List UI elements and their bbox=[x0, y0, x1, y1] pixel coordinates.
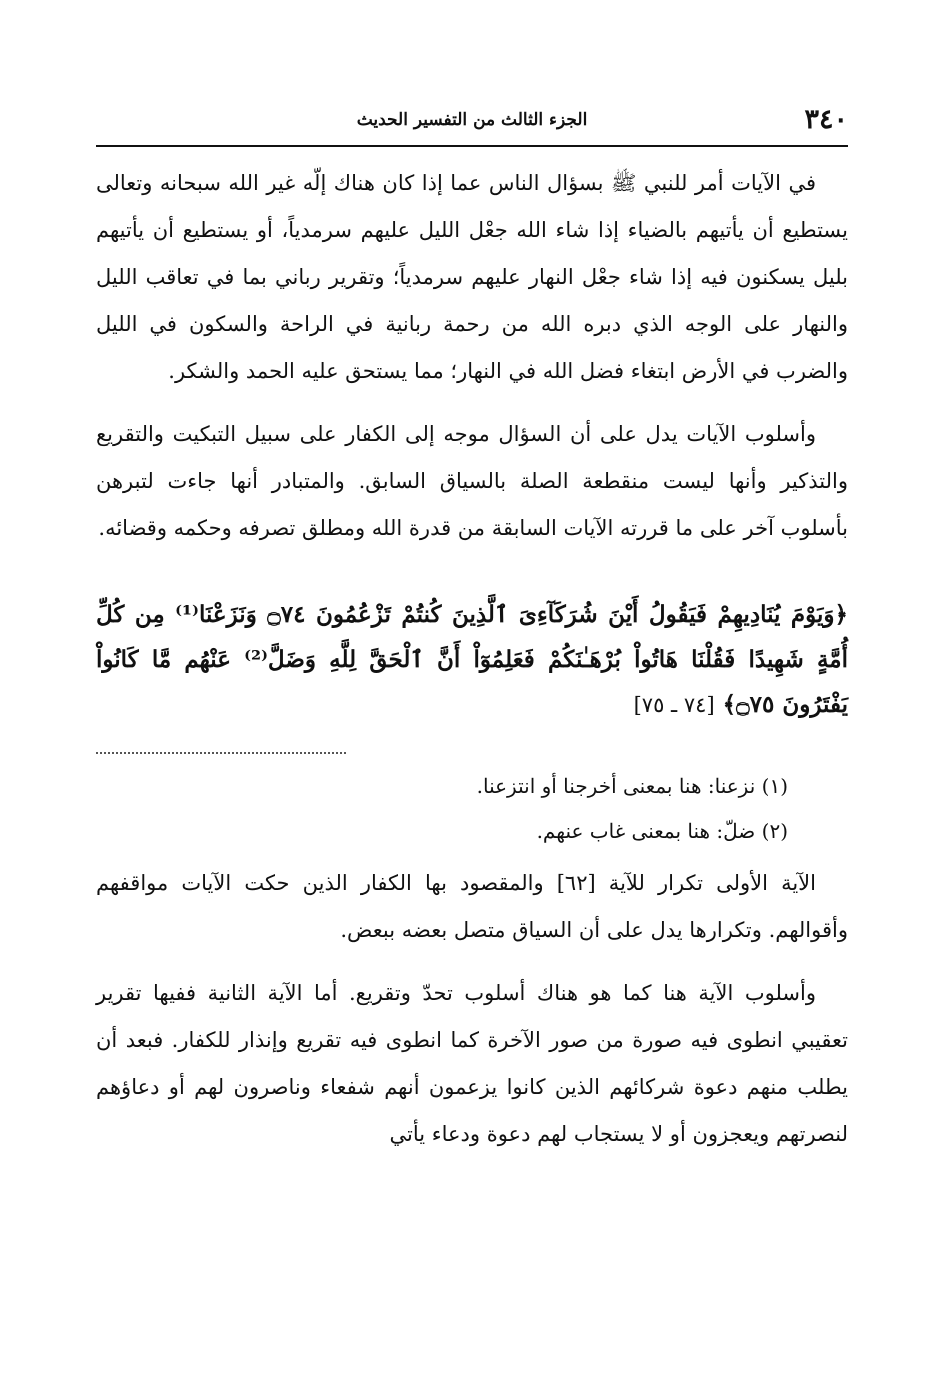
verse-reference: [٧٤ ـ ٧٥] bbox=[633, 693, 715, 717]
footnote-1: (١) نزعنا: هنا بمعنى أخرجنا أو انتزعنا. bbox=[476, 774, 788, 798]
quran-verse-text: ﴿وَيَوْمَ يُنَادِيهِمْ فَيَقُولُ أَيْنَ شُرَكَآءِىَ ٱلَّذِينَ كُنتُمْ تَزْعُمُونَ ۝٧٤ وَنَزَعْنَا⁽¹⁾ مِن كُلِّ أُمَّةٍ شَهِيدًا فَقُلْنَا هَاتُواْ بُرْهَـٰنَكُمْ فَعَلِمُوٓاْ أَنَّ ٱلْحَقَّ لِلَّهِ وَضَلَّ⁽²⁾ عَنْهُم مَّا كَانُواْ يَفْتَرُونَ ۝٧٥﴾ bbox=[96, 601, 849, 718]
main-text bbox=[96, 160, 848, 1158]
spacer bbox=[96, 552, 848, 592]
quran-verse-block bbox=[96, 592, 848, 728]
paragraph-1: في الآيات أمر للنبي ﷺ بسؤال الناس عما إذا كان هناك إلّه غير الله سبحانه وتعالى يستطيع أن يأتيهم بالضياء إذا شاء الله جعْل الليل عليهم سرمدياً، أو يستطيع أن يأتيهم بليل يسكنون فيه إذا شاء جعْل النهار عليهم سرمدياً؛ وتقرير رباني بما في تعاقب الليل والنهار على الوجه الذي دبره الله من رحمة ربانية في الراحة والسكون في الليل والضرب في الأرض ابتغاء فضل الله في النهار؛ مما يستحق عليه الحمد والشكر. bbox=[96, 171, 848, 383]
page-header bbox=[96, 104, 848, 144]
spacer bbox=[96, 954, 848, 970]
paragraph-2: وأسلوب الآيات يدل على أن السؤال موجه إلى الكفار على سبيل التبكيت والتقريع والتذكير وأنها ليست منقطعة الصلة بالسياق السابق. والمتبادر أنها جاءت لتبرهن بأسلوب آخر على ما قررته الآيات السابقة من قدرة الله ومطلق تصرفه وحكمه وقضائه. bbox=[96, 422, 848, 540]
footnote-separator bbox=[96, 752, 346, 754]
running-title: الجزء الثالث من التفسير الحديث bbox=[356, 110, 588, 130]
page-number: ٣٤٠ bbox=[804, 104, 848, 135]
spacer bbox=[96, 395, 848, 411]
paragraph-3: الآية الأولى تكرار للآية [٦٢] والمقصود بها الكفار الذين حكت الآيات مواقفهم وأقوالهم. وتكرارها يدل على أن السياق متصل بعضه ببعض. bbox=[96, 871, 848, 942]
paragraph-4: وأسلوب الآية هنا كما هو هناك أسلوب تحدّ وتقريع. أما الآية الثانية ففيها تقرير تعقيبي انطوى فيه صورة من صور الآخرة كما انطوى فيه تقريع وإنذار للكفار. فبعد أن يطلب منهم دعوة شركائهم الذين كانوا يزعمون أنهم شفعاء وناصرون لهم أو دعاؤهم لنصرتهم ويعجزون أو لا يستجاب لهم دعوة ودعاء يأتي bbox=[96, 981, 848, 1146]
footnote-2: (٢) ضلّ: هنا بمعنى غاب عنهم. bbox=[536, 819, 788, 843]
header-divider bbox=[96, 145, 848, 147]
